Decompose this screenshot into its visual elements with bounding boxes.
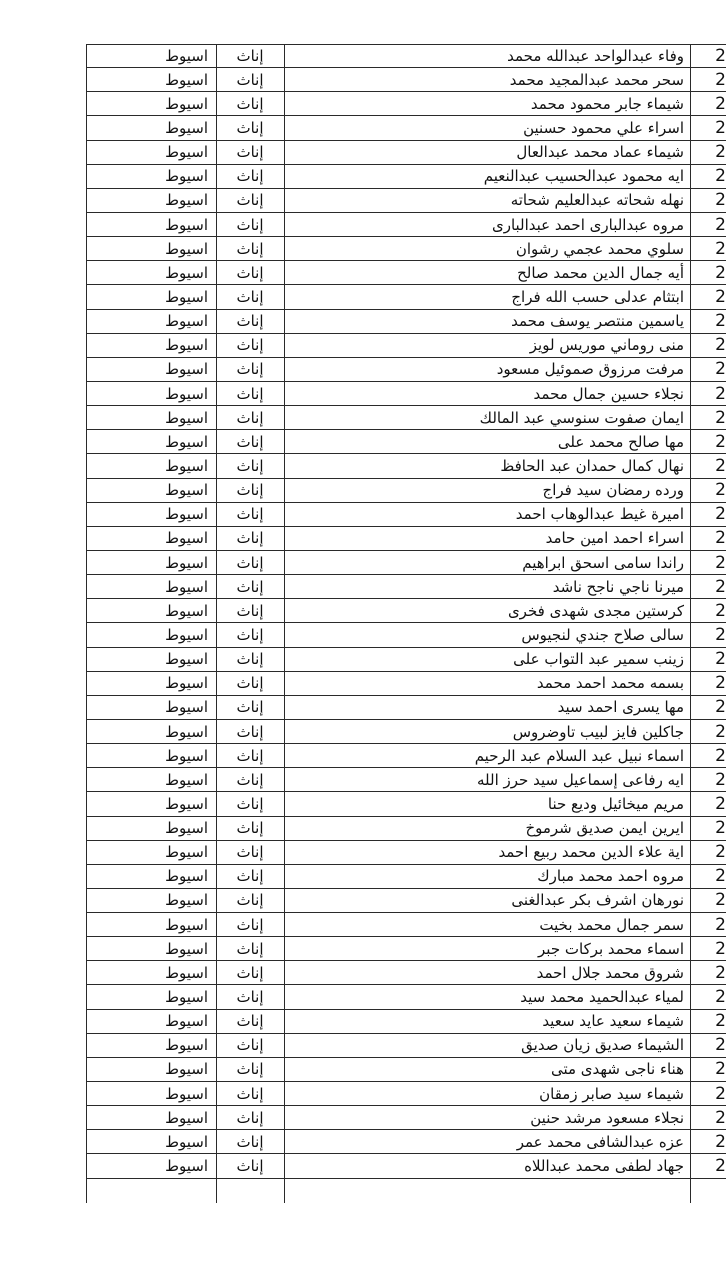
governorate-cell: اسيوط (165, 1108, 208, 1127)
governorate-cell: اسيوط (165, 577, 208, 596)
name-cell: ايرين ايمن صديق شرموخ (525, 819, 684, 838)
name-cell: اية علاء الدين محمد ربيع احمد (498, 843, 684, 862)
governorate-cell: اسيوط (165, 167, 208, 186)
table-row (86, 865, 726, 889)
governorate-cell: اسيوط (165, 722, 208, 741)
number-cell: 2 (715, 286, 726, 307)
name-cell: نجلاء حسين جمال محمد (533, 384, 684, 403)
governorate-cell: اسيوط (165, 988, 208, 1007)
gender-cell: إناث (236, 47, 264, 66)
table-row (86, 44, 726, 68)
number-cell: 2 (715, 962, 726, 983)
number-cell: 2 (715, 1131, 726, 1152)
table-row (86, 503, 726, 527)
governorate-cell: اسيوط (165, 312, 208, 331)
number-cell: 2 (715, 1083, 726, 1104)
gender-cell: إناث (236, 698, 264, 717)
gender-cell: إناث (236, 770, 264, 789)
name-cell: مروه عبدالبارى احمد عبدالبارى (491, 215, 684, 234)
name-cell: اسماء نبيل عبد السلام عبد الرحيم (474, 746, 684, 765)
governorate-cell: اسيوط (165, 287, 208, 306)
governorate-cell: اسيوط (165, 432, 208, 451)
gender-cell: إناث (236, 481, 264, 500)
name-cell: جهاد لطفى محمد عبداللاه (524, 1157, 684, 1176)
governorate-cell: اسيوط (165, 915, 208, 934)
table-row (86, 792, 726, 816)
gender-cell: إناث (236, 191, 264, 210)
name-cell: أيه جمال الدين محمد صالح (517, 263, 684, 282)
name-cell: ايمان صفوت سنوسي عبد المالك (479, 408, 684, 427)
governorate-cell: اسيوط (165, 47, 208, 66)
number-cell: 2 (715, 552, 726, 573)
governorate-cell: اسيوط (165, 674, 208, 693)
name-cell: وفاء عبدالواحد عبدالله محمد (507, 47, 684, 66)
number-cell: 2 (715, 576, 726, 597)
gender-cell: إناث (236, 1157, 264, 1176)
table-row (86, 116, 726, 140)
table-row (86, 479, 726, 503)
gender-cell: إناث (236, 553, 264, 572)
table-row (86, 1106, 726, 1130)
governorate-cell: اسيوط (165, 891, 208, 910)
gender-cell: إناث (236, 577, 264, 596)
table-row (86, 672, 726, 696)
gender-cell: إناث (236, 287, 264, 306)
gender-cell: إناث (236, 432, 264, 451)
table-row (86, 1034, 726, 1058)
name-cell: شيماء سيد صابر زمقان (539, 1084, 684, 1103)
number-cell: 2 (715, 69, 726, 90)
gender-cell: إناث (236, 1012, 264, 1031)
table-row (86, 575, 726, 599)
table-row (86, 648, 726, 672)
governorate-cell: اسيوط (165, 794, 208, 813)
table-row (86, 985, 726, 1009)
governorate-cell: اسيوط (165, 867, 208, 886)
number-cell: 2 (715, 383, 726, 404)
name-cell: ابتثام عدلى حسب الله فراج (511, 287, 684, 306)
governorate-cell: اسيوط (165, 698, 208, 717)
name-cell: اسماء محمد بركات جبر (538, 939, 684, 958)
governorate-cell: اسيوط (165, 1157, 208, 1176)
number-cell: 2 (715, 866, 726, 887)
gender-cell: إناث (236, 529, 264, 548)
table-row (86, 817, 726, 841)
gender-cell: إناث (236, 1108, 264, 1127)
name-cell: ياسمين منتصر يوسف محمد (511, 312, 684, 331)
name-cell: ورده رمضان سيد فراج (542, 481, 684, 500)
governorate-cell: اسيوط (165, 770, 208, 789)
name-cell: مها صالح محمد على (557, 432, 684, 451)
number-cell: 2 (715, 1035, 726, 1056)
table-row (86, 937, 726, 961)
gender-cell: إناث (236, 601, 264, 620)
name-cell: نهال كمال حمدان عبد الحافظ (500, 456, 684, 475)
governorate-cell: اسيوط (165, 1012, 208, 1031)
gender-cell: إناث (236, 939, 264, 958)
governorate-cell: اسيوط (165, 143, 208, 162)
gender-cell: إناث (236, 70, 264, 89)
table-row (86, 623, 726, 647)
table-row (86, 213, 726, 237)
name-cell: اسراء احمد امين حامد (545, 529, 684, 548)
governorate-cell: اسيوط (165, 505, 208, 524)
table-row (86, 261, 726, 285)
number-cell: 2 (715, 528, 726, 549)
gender-cell: إناث (236, 722, 264, 741)
gender-cell: إناث (236, 384, 264, 403)
number-cell: 2 (715, 1011, 726, 1032)
gender-cell: إناث (236, 263, 264, 282)
name-cell: منى روماني موريس لويز (529, 336, 684, 355)
name-cell: سحر محمد عبدالمجيد محمد (509, 70, 684, 89)
number-cell: 2 (715, 818, 726, 839)
gender-cell: إناث (236, 336, 264, 355)
number-cell: 2 (715, 238, 726, 259)
table-row (86, 92, 726, 116)
table-row (86, 68, 726, 92)
table-row (86, 527, 726, 551)
table-row (86, 141, 726, 165)
table-row (86, 841, 726, 865)
table-row (86, 1082, 726, 1106)
number-cell: 2 (715, 673, 726, 694)
name-cell: اسراء علي محمود حسنين (523, 118, 684, 137)
number-cell: 2 (715, 455, 726, 476)
number-cell: 2 (715, 311, 726, 332)
governorate-cell: اسيوط (165, 408, 208, 427)
name-cell: سمر جمال محمد بخيت (539, 915, 684, 934)
name-cell: شيماء عماد محمد عبدالعال (516, 143, 684, 162)
name-cell: مريم ميخائيل وديع حنا (547, 794, 684, 813)
gender-cell: إناث (236, 746, 264, 765)
gender-cell: إناث (236, 963, 264, 982)
governorate-cell: اسيوط (165, 215, 208, 234)
governorate-cell: اسيوط (165, 336, 208, 355)
governorate-cell: اسيوط (165, 263, 208, 282)
table-row (86, 1010, 726, 1034)
table-row (86, 406, 726, 430)
table-row (86, 599, 726, 623)
name-cell: كرستين مجدى شهدى فخرى (507, 601, 684, 620)
governorate-cell: اسيوط (165, 939, 208, 958)
governorate-cell: اسيوط (165, 1132, 208, 1151)
governorate-cell: اسيوط (165, 360, 208, 379)
gender-cell: إناث (236, 239, 264, 258)
governorate-cell: اسيوط (165, 118, 208, 137)
gender-cell: إناث (236, 1060, 264, 1079)
number-cell: 2 (715, 890, 726, 911)
number-cell: 2 (715, 842, 726, 863)
table-row (86, 696, 726, 720)
gender-cell: إناث (236, 867, 264, 886)
gender-cell: إناث (236, 1084, 264, 1103)
governorate-cell: اسيوط (165, 94, 208, 113)
table-row (86, 913, 726, 937)
gender-cell: إناث (236, 408, 264, 427)
governorate-cell: اسيوط (165, 384, 208, 403)
gender-cell: إناث (236, 625, 264, 644)
gender-cell: إناث (236, 94, 264, 113)
gender-cell: إناث (236, 819, 264, 838)
gender-cell: إناث (236, 915, 264, 934)
number-cell: 2 (715, 938, 726, 959)
gender-cell: إناث (236, 674, 264, 693)
number-cell: 2 (715, 166, 726, 187)
governorate-cell: اسيوط (165, 529, 208, 548)
number-cell: 2 (715, 93, 726, 114)
table-row (86, 551, 726, 575)
gender-cell: إناث (236, 143, 264, 162)
name-cell: بسمه محمد احمد محمد (536, 674, 684, 693)
gender-cell: إناث (236, 1036, 264, 1055)
governorate-cell: اسيوط (165, 843, 208, 862)
number-cell: 2 (715, 721, 726, 742)
number-cell: 2 (715, 914, 726, 935)
table-row (86, 358, 726, 382)
number-cell: 2 (715, 624, 726, 645)
name-cell: شروق محمد جلال احمد (536, 963, 684, 982)
table-row (86, 1058, 726, 1082)
governorate-cell: اسيوط (165, 650, 208, 669)
gender-cell: إناث (236, 794, 264, 813)
gender-cell: إناث (236, 118, 264, 137)
gender-cell: إناث (236, 167, 264, 186)
name-cell: مرفت مرزوق صموئيل مسعود (496, 360, 684, 379)
number-cell: 2 (715, 600, 726, 621)
number-cell: 2 (715, 697, 726, 718)
number-cell: 2 (715, 142, 726, 163)
name-cell: هناء ناجى شهدى متى (550, 1060, 684, 1079)
table-row (86, 720, 726, 744)
number-cell: 2 (715, 1156, 726, 1177)
name-cell: نورهان اشرف بكر عبدالغنى (511, 891, 684, 910)
name-cell: الشيماء صديق زيان صديق (521, 1036, 684, 1055)
table-row (86, 744, 726, 768)
governorate-cell: اسيوط (165, 1084, 208, 1103)
governorate-cell: اسيوط (165, 481, 208, 500)
number-cell: 2 (715, 407, 726, 428)
number-cell: 2 (715, 214, 726, 235)
number-cell: 2 (715, 769, 726, 790)
table-row (86, 1154, 726, 1178)
table-row (86, 237, 726, 261)
gender-cell: إناث (236, 360, 264, 379)
name-cell: جاكلين فايز لبيب تاوضروس (512, 722, 684, 741)
governorate-cell: اسيوط (165, 746, 208, 765)
table-row (86, 285, 726, 309)
name-cell: سالى صلاح جندي لنجيوس (521, 625, 684, 644)
name-cell: ايه محمود عبدالحسيب عبدالنعيم (483, 167, 684, 186)
governorate-cell: اسيوط (165, 819, 208, 838)
name-cell: ايه رفاعى إسماعيل سيد حرز الله (477, 770, 684, 789)
gender-cell: إناث (236, 988, 264, 1007)
table-row (86, 310, 726, 334)
governorate-cell: اسيوط (165, 601, 208, 620)
gender-cell: إناث (236, 1132, 264, 1151)
table-row (86, 430, 726, 454)
name-cell: سلوي محمد عجمي رشوان (515, 239, 684, 258)
table-row (86, 189, 726, 213)
governorate-cell: اسيوط (165, 625, 208, 644)
table-row (86, 961, 726, 985)
table-row (86, 768, 726, 792)
name-cell: لمياء عبدالحميد محمد سيد (520, 988, 684, 1007)
names-table (86, 44, 726, 1179)
table-row (86, 454, 726, 478)
table-row (86, 334, 726, 358)
name-cell: مروه احمد محمد مبارك (537, 867, 684, 886)
table-row (86, 1130, 726, 1154)
governorate-cell: اسيوط (165, 239, 208, 258)
governorate-cell: اسيوط (165, 1036, 208, 1055)
governorate-cell: اسيوط (165, 1060, 208, 1079)
governorate-cell: اسيوط (165, 963, 208, 982)
name-cell: شيماء سعيد عايد سعيد (542, 1012, 684, 1031)
number-cell: 2 (715, 1107, 726, 1128)
gender-cell: إناث (236, 843, 264, 862)
name-cell: نهله شحاته عبدالعليم شحاته (510, 191, 684, 210)
governorate-cell: اسيوط (165, 456, 208, 475)
name-cell: شيماء جابر محمود محمد (530, 94, 684, 113)
name-cell: راندا سامى اسحق ابراهيم (522, 553, 684, 572)
number-cell: 2 (715, 987, 726, 1008)
name-cell: زينب سمير عبد التواب على (513, 650, 684, 669)
table-row (86, 382, 726, 406)
governorate-cell: اسيوط (165, 553, 208, 572)
gender-cell: إناث (236, 456, 264, 475)
name-cell: نجلاء مسعود مرشد حنين (530, 1108, 684, 1127)
gender-cell: إناث (236, 891, 264, 910)
gender-cell: إناث (236, 505, 264, 524)
name-cell: عزه عبدالشافى محمد عمر (516, 1132, 684, 1151)
gender-cell: إناث (236, 312, 264, 331)
number-cell: 2 (715, 262, 726, 283)
number-cell: 2 (715, 1059, 726, 1080)
number-cell: 2 (715, 480, 726, 501)
number-cell: 2 (715, 190, 726, 211)
number-cell: 2 (715, 335, 726, 356)
governorate-cell: اسيوط (165, 191, 208, 210)
name-cell: مها يسرى احمد سيد (557, 698, 684, 717)
number-cell: 2 (715, 359, 726, 380)
table-row (86, 165, 726, 189)
number-cell: 2 (715, 649, 726, 670)
name-cell: ميرنا ناجي ناجح ناشد (552, 577, 684, 596)
name-cell: اميرة غيط عبدالوهاب احمد (515, 505, 684, 524)
number-cell: 2 (715, 46, 726, 67)
governorate-cell: اسيوط (165, 70, 208, 89)
number-cell: 2 (715, 793, 726, 814)
number-cell: 2 (715, 745, 726, 766)
number-cell: 2 (715, 117, 726, 138)
number-cell: 2 (715, 504, 726, 525)
number-cell: 2 (715, 431, 726, 452)
gender-cell: إناث (236, 215, 264, 234)
table-row (86, 889, 726, 913)
gender-cell: إناث (236, 650, 264, 669)
